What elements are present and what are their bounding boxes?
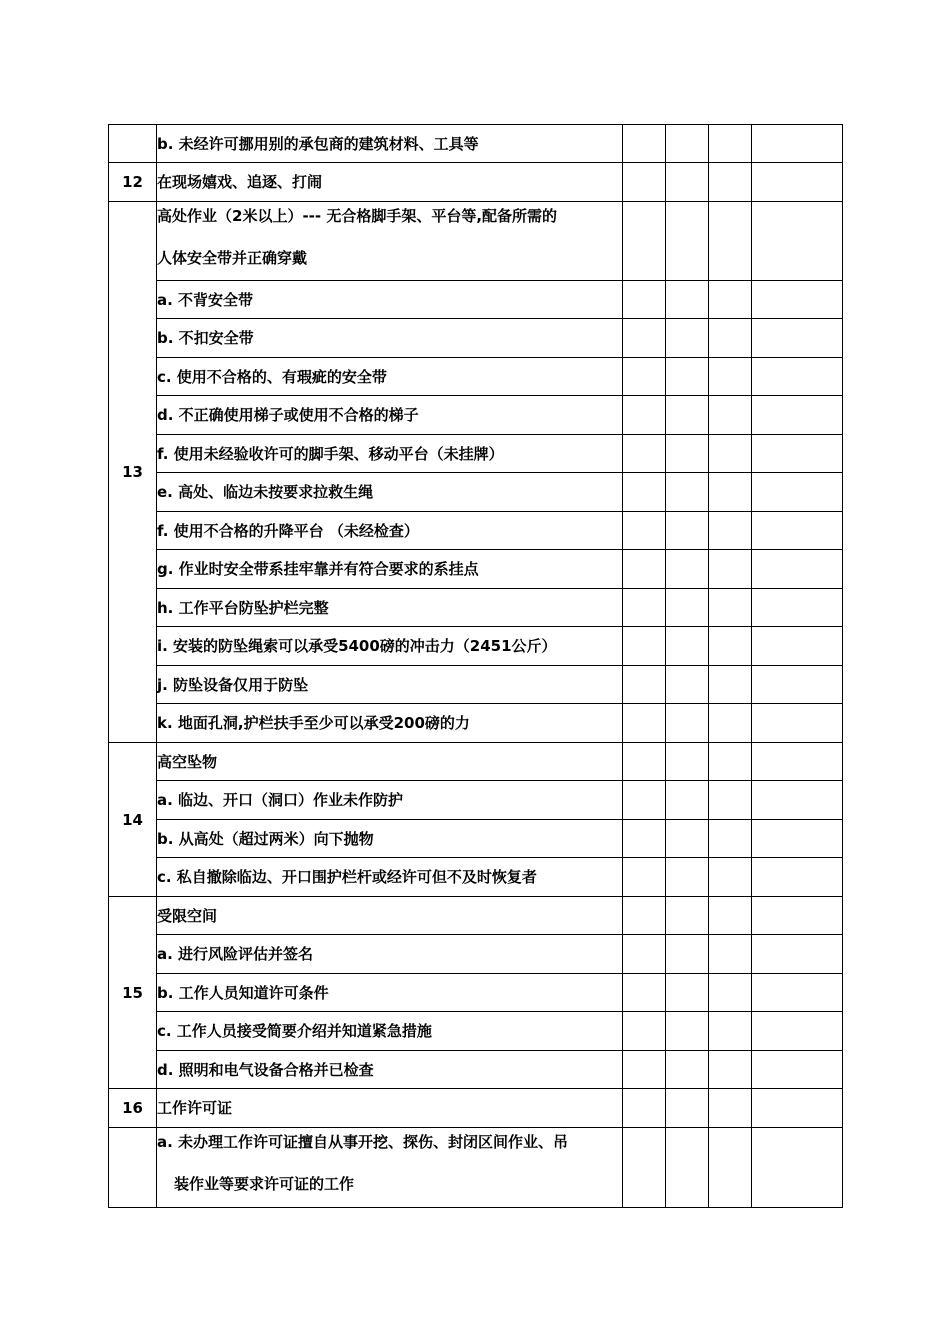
check-cell xyxy=(666,550,709,589)
item-description: i. 安装的防坠绳索可以承受5400磅的冲击力（2451公斤） xyxy=(157,627,623,666)
table-row xyxy=(109,281,843,319)
item-description xyxy=(157,1128,623,1208)
check-cell xyxy=(666,897,709,935)
check-cell xyxy=(709,281,752,319)
table-row xyxy=(109,319,843,358)
check-cell xyxy=(623,358,666,396)
item-number: 13 xyxy=(109,202,157,743)
check-cell xyxy=(623,281,666,319)
check-cell xyxy=(666,704,709,743)
item-description: e. 高处、临边未按要求拉救生绳 xyxy=(157,473,623,512)
check-cell xyxy=(623,473,666,512)
check-cell xyxy=(666,935,709,974)
check-cell xyxy=(709,202,752,281)
check-cell xyxy=(666,473,709,512)
check-cell xyxy=(709,935,752,974)
item-description: c. 使用不合格的、有瑕疵的安全带 xyxy=(157,358,623,396)
check-cell xyxy=(709,897,752,935)
table-row xyxy=(109,666,843,704)
table-row xyxy=(109,589,843,627)
check-cell xyxy=(709,781,752,820)
check-cell xyxy=(709,163,752,202)
check-cell xyxy=(709,1012,752,1051)
remark-cell xyxy=(752,627,843,666)
table-row xyxy=(109,781,843,820)
remark-cell xyxy=(752,974,843,1012)
table-row xyxy=(109,435,843,473)
item-description: f. 使用未经验收许可的脚手架、移动平台（未挂牌） xyxy=(157,435,623,473)
table-row xyxy=(109,1051,843,1089)
item-description: 受限空间 xyxy=(157,897,623,935)
check-cell xyxy=(623,125,666,163)
remark-cell xyxy=(752,125,843,163)
check-cell xyxy=(623,743,666,781)
item-description: d. 不正确使用梯子或使用不合格的梯子 xyxy=(157,396,623,435)
check-cell xyxy=(709,1051,752,1089)
check-cell xyxy=(666,858,709,897)
item-description-line: 装作业等要求许可证的工作 xyxy=(174,1175,355,1193)
table-row xyxy=(109,743,843,781)
check-cell xyxy=(623,435,666,473)
item-description: b. 不扣安全带 xyxy=(157,319,623,358)
check-cell xyxy=(709,627,752,666)
check-cell xyxy=(709,125,752,163)
item-description xyxy=(157,202,623,281)
check-cell xyxy=(623,319,666,358)
check-cell xyxy=(623,820,666,858)
inspection-checklist-table xyxy=(108,124,843,1208)
item-number xyxy=(109,1128,157,1208)
check-cell xyxy=(666,512,709,550)
remark-cell xyxy=(752,435,843,473)
check-cell xyxy=(623,666,666,704)
check-cell xyxy=(623,1051,666,1089)
item-description: 工作许可证 xyxy=(157,1089,623,1128)
check-cell xyxy=(623,1012,666,1051)
check-cell xyxy=(709,1128,752,1208)
table-row xyxy=(109,473,843,512)
check-cell xyxy=(709,743,752,781)
check-cell xyxy=(709,820,752,858)
check-cell xyxy=(623,781,666,820)
item-description: a. 进行风险评估并签名 xyxy=(157,935,623,974)
item-description: 在现场嬉戏、追逐、打闹 xyxy=(157,163,623,202)
check-cell xyxy=(623,396,666,435)
item-number: 14 xyxy=(109,743,157,897)
check-cell xyxy=(666,820,709,858)
check-cell xyxy=(666,1128,709,1208)
check-cell xyxy=(709,589,752,627)
check-cell xyxy=(709,666,752,704)
check-cell xyxy=(666,1012,709,1051)
item-number: 15 xyxy=(109,897,157,1089)
remark-cell xyxy=(752,1051,843,1089)
check-cell xyxy=(709,319,752,358)
table-row xyxy=(109,974,843,1012)
check-cell xyxy=(666,1089,709,1128)
remark-cell xyxy=(752,1089,843,1128)
item-description: b. 从高处（超过两米）向下抛物 xyxy=(157,820,623,858)
check-cell xyxy=(709,858,752,897)
table-row xyxy=(109,704,843,743)
table-row xyxy=(109,1089,843,1128)
remark-cell xyxy=(752,820,843,858)
check-cell xyxy=(623,627,666,666)
item-description: d. 照明和电气设备合格并已检查 xyxy=(157,1051,623,1089)
table-row xyxy=(109,1012,843,1051)
check-cell xyxy=(666,281,709,319)
check-cell xyxy=(623,1128,666,1208)
table-row xyxy=(109,163,843,202)
check-cell xyxy=(623,589,666,627)
remark-cell xyxy=(752,396,843,435)
check-cell xyxy=(709,473,752,512)
table-row xyxy=(109,858,843,897)
check-cell xyxy=(623,512,666,550)
table-row xyxy=(109,820,843,858)
item-description: b. 工作人员知道许可条件 xyxy=(157,974,623,1012)
check-cell xyxy=(623,550,666,589)
check-cell xyxy=(709,396,752,435)
remark-cell xyxy=(752,163,843,202)
table-row xyxy=(109,897,843,935)
check-cell xyxy=(709,358,752,396)
check-cell xyxy=(709,974,752,1012)
remark-cell xyxy=(752,319,843,358)
item-description: b. 未经许可挪用别的承包商的建筑材料、工具等 xyxy=(157,125,623,163)
check-cell xyxy=(623,1089,666,1128)
check-cell xyxy=(666,358,709,396)
remark-cell xyxy=(752,858,843,897)
table-row xyxy=(109,550,843,589)
check-cell xyxy=(666,202,709,281)
item-description: k. 地面孔洞,护栏扶手至少可以承受200磅的力 xyxy=(157,704,623,743)
check-cell xyxy=(709,550,752,589)
item-description-line: 高处作业（2米以上）--- 无合格脚手架、平台等,配备所需的 xyxy=(157,207,558,225)
check-cell xyxy=(666,396,709,435)
item-description: a. 不背安全带 xyxy=(157,281,623,319)
remark-cell xyxy=(752,781,843,820)
item-description: 高空坠物 xyxy=(157,743,623,781)
item-description: g. 作业时安全带系挂牢靠并有符合要求的系挂点 xyxy=(157,550,623,589)
item-description: h. 工作平台防坠护栏完整 xyxy=(157,589,623,627)
check-cell xyxy=(623,935,666,974)
check-cell xyxy=(709,435,752,473)
check-cell xyxy=(666,781,709,820)
item-number: 16 xyxy=(109,1089,157,1128)
check-cell xyxy=(666,163,709,202)
remark-cell xyxy=(752,666,843,704)
remark-cell xyxy=(752,281,843,319)
check-cell xyxy=(623,897,666,935)
remark-cell xyxy=(752,1128,843,1208)
item-description: f. 使用不合格的升降平台 （未经检查） xyxy=(157,512,623,550)
item-description: a. 临边、开口（洞口）作业未作防护 xyxy=(157,781,623,820)
table-row xyxy=(109,627,843,666)
remark-cell xyxy=(752,897,843,935)
table-row xyxy=(109,1128,843,1208)
check-cell xyxy=(666,666,709,704)
remark-cell xyxy=(752,358,843,396)
check-cell xyxy=(666,125,709,163)
check-cell xyxy=(623,163,666,202)
remark-cell xyxy=(752,202,843,281)
check-cell xyxy=(666,435,709,473)
item-description: j. 防坠设备仅用于防坠 xyxy=(157,666,623,704)
table-row xyxy=(109,935,843,974)
check-cell xyxy=(666,743,709,781)
table-row xyxy=(109,125,843,163)
remark-cell xyxy=(752,473,843,512)
check-cell xyxy=(709,1089,752,1128)
item-number xyxy=(109,125,157,163)
check-cell xyxy=(666,1051,709,1089)
item-description-line: 人体安全带并正确穿戴 xyxy=(157,249,308,267)
remark-cell xyxy=(752,1012,843,1051)
check-cell xyxy=(666,974,709,1012)
check-cell xyxy=(709,704,752,743)
check-cell xyxy=(623,858,666,897)
item-description: c. 私自撤除临边、开口围护栏杆或经许可但不及时恢复者 xyxy=(157,858,623,897)
remark-cell xyxy=(752,589,843,627)
check-cell xyxy=(666,627,709,666)
table-row xyxy=(109,358,843,396)
check-cell xyxy=(623,704,666,743)
check-cell xyxy=(666,589,709,627)
table-row xyxy=(109,396,843,435)
remark-cell xyxy=(752,704,843,743)
remark-cell xyxy=(752,935,843,974)
item-description: c. 工作人员接受简要介绍并知道紧急措施 xyxy=(157,1012,623,1051)
check-cell xyxy=(623,974,666,1012)
table-row xyxy=(109,512,843,550)
remark-cell xyxy=(752,512,843,550)
check-cell xyxy=(709,512,752,550)
item-number: 12 xyxy=(109,163,157,202)
check-cell xyxy=(666,319,709,358)
remark-cell xyxy=(752,743,843,781)
remark-cell xyxy=(752,550,843,589)
check-cell xyxy=(623,202,666,281)
table-row xyxy=(109,202,843,281)
item-description-line: a. 未办理工作许可证擅自从事开挖、探伤、封闭区间作业、吊 xyxy=(157,1133,569,1151)
